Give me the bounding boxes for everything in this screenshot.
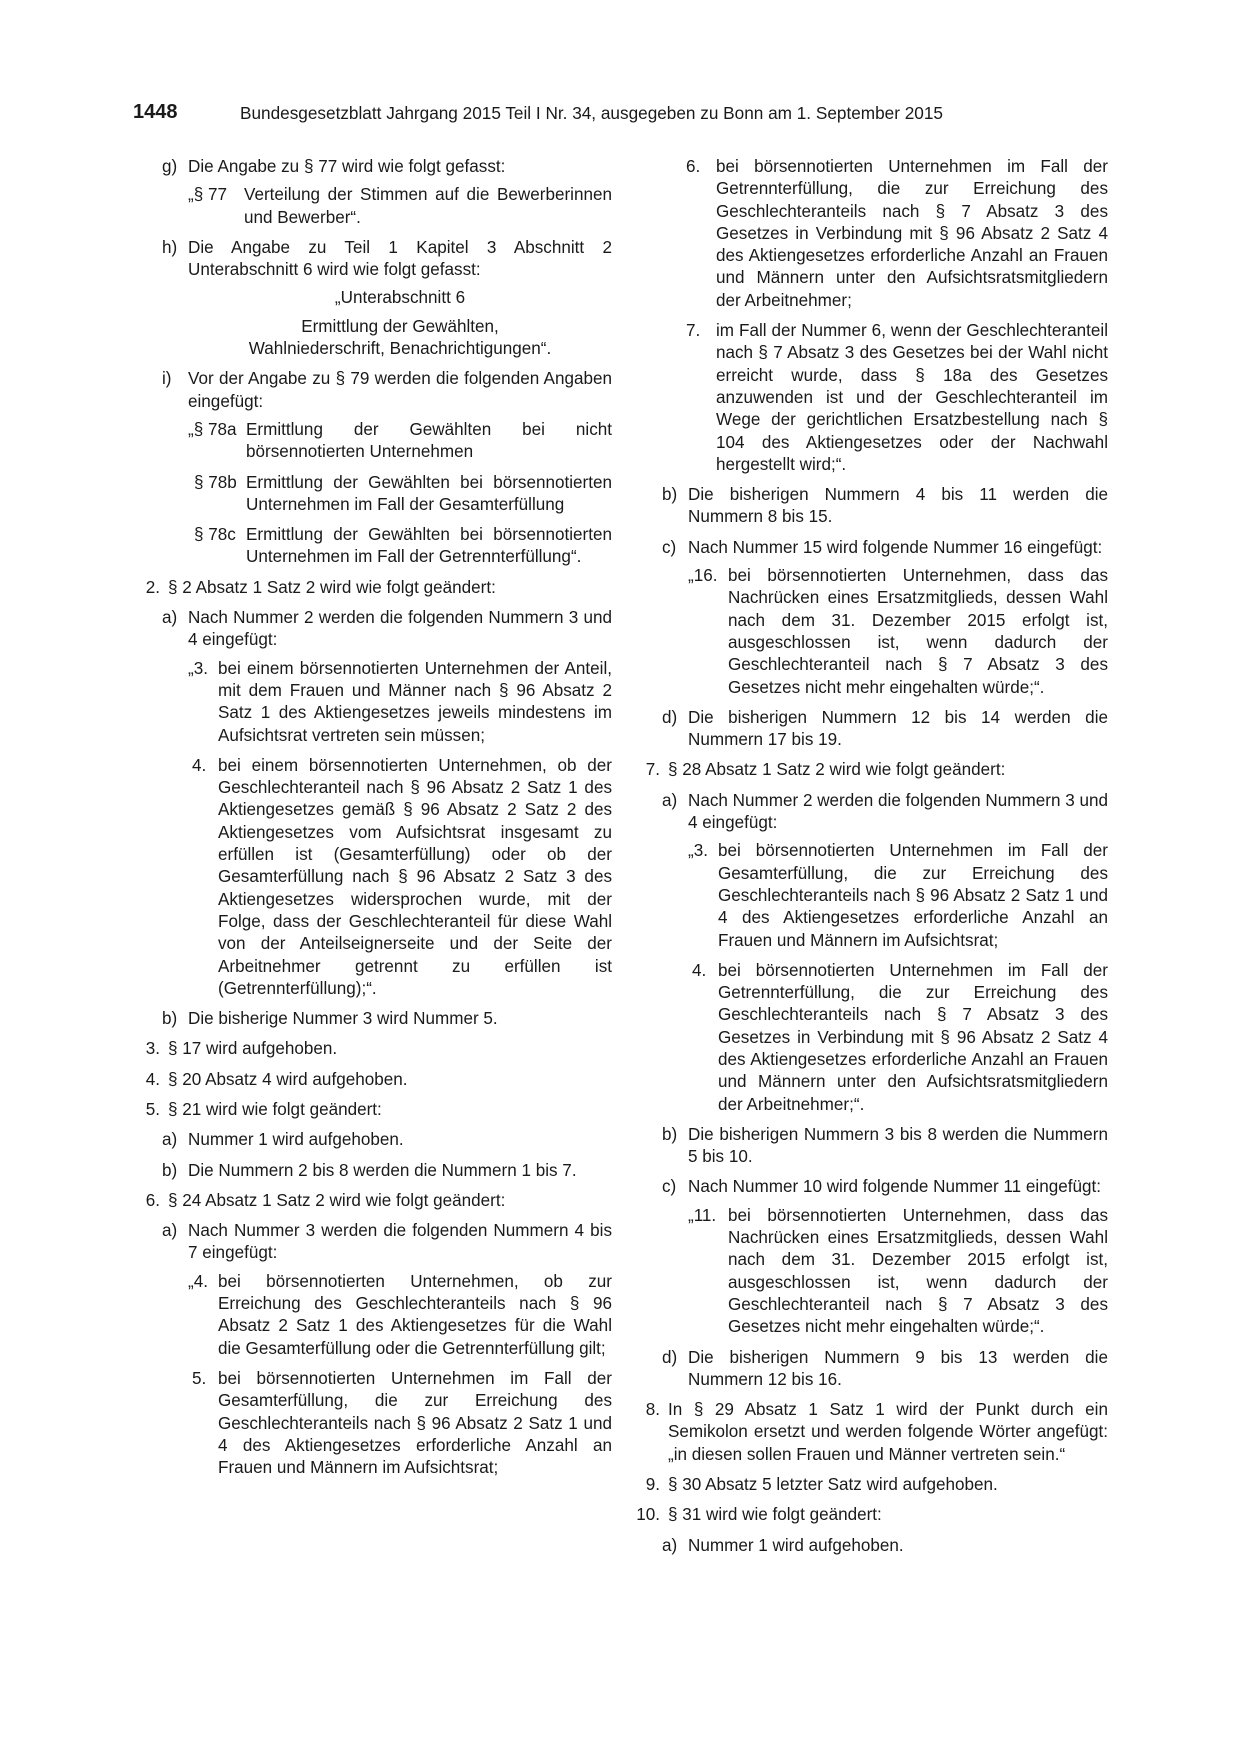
- article-7-c: [662, 1176, 1108, 1338]
- entry-marker: § 78c: [194, 525, 236, 545]
- item-text: Die Angabe zu § 77 wird wie folgt gefasst:: [188, 157, 506, 176]
- entry-text: bei börsennotierten Unternehmen im Fall der Getrennterfüllung, die zur Erreichung des Geschlechteranteils nach § 7 Absatz 3 des Gesetzes in Verbindung mit § 96 Absatz 2 Satz 4 des Aktiengesetzes erforderliche Anzahl an Frauen und Männern unter den Aufsichtsratsmitgliedern der Arbeitnehmer;“.: [718, 960, 1108, 1114]
- item-marker: a): [162, 608, 178, 628]
- entry-text: im Fall der Nummer 6, wenn der Geschlechteranteil nach § 7 Absatz 3 des Gesetzes bei der Wahl nicht erreicht wurde, dass § 18a des Gesetzes anzuwenden ist und der Geschlechteranteil im Wege der gerichtlichen Ersatzbestellung nach § 104 des Aktiengesetzes oder der Nachwahl hergestellt wird;“.: [716, 321, 1108, 474]
- entry-marker: 6.: [686, 157, 701, 176]
- entry-text: bei börsennotierten Unternehmen, dass das Nachrücken eines Ersatzmitglieds, dessen Wahl nach dem 31. Dezember 2015 erfolgt ist, ausgeschlossen ist, wenn dadurch der Geschlechteranteil nach § 7 Absatz 3 des Gesetzes nicht mehr eingehalten würde;“.: [728, 566, 1108, 697]
- subsection-title-line2: Wahlniederschrift, Benachrichtigungen“.: [248, 339, 552, 359]
- quoted-number-6: [686, 156, 1108, 312]
- article-6: [130, 1190, 612, 1212]
- entry-text: bei einem börsennotierten Unternehmen der Anteil, mit dem Frauen und Männer nach § 96 Absatz 2 Satz 1 des Aktiengesetzes jeweils mindestens im Aufsichtsrat vertreten sein müssen;: [218, 658, 612, 745]
- item-marker: d): [662, 707, 678, 727]
- article-10-a: [662, 1535, 1108, 1557]
- item-text: Die bisherige Nummer 3 wird Nummer 5.: [188, 1009, 498, 1029]
- quoted-number: [688, 565, 1108, 699]
- item-text: § 2 Absatz 1 Satz 2 wird wie folgt geändert:: [168, 577, 496, 597]
- item-marker: d): [662, 1347, 678, 1367]
- quoted-number: [188, 1368, 612, 1479]
- item-marker: b): [662, 485, 678, 505]
- article-5: [130, 1099, 612, 1121]
- quoted-number: [688, 960, 1108, 1116]
- entry-text: bei einem börsennotierten Unternehmen, ob der Geschlechteranteil nach § 96 Absatz 2 Satz 1 des Aktiengesetzes gemäß § 96 Absatz 2 Satz 2 des Aktiengesetzes vom Aufsichtsrat insgesamt zu erfüllen ist (Gesamterfüllung) oder ob der Gesamterfüllung nach § 96 Absatz 2 Satz 3 des Aktiengesetzes widersprochen wurde, mit der Folge, dass der Geschlechteranteil für diese Wahl von der Anteilseignerseite und der Seite der Arbeitnehmer getrennt zu erfüllen ist (Getrennterfüllung);“.: [218, 755, 612, 998]
- article-7-a: [662, 790, 1108, 1116]
- item-number: 9.: [645, 1475, 660, 1495]
- item-text: Die Nummern 2 bis 8 werden die Nummern 1 bis 7.: [188, 1160, 577, 1180]
- article-2: [130, 577, 612, 599]
- publication-title: Bundesgesetzblatt Jahrgang 2015 Teil I Nr. 34, ausgegeben zu Bonn am 1. September 2015: [240, 103, 943, 123]
- item-number: 6.: [145, 1190, 160, 1210]
- article-6-c: [662, 537, 1108, 699]
- article-10: [630, 1504, 1108, 1526]
- item-text: Die bisherigen Nummern 4 bis 11 werden die Nummern 8 bis 15.: [688, 485, 1108, 527]
- right-column: [636, 156, 1108, 1565]
- article-7-b: [662, 1124, 1108, 1169]
- item-marker: b): [162, 1009, 178, 1029]
- article-3: [130, 1038, 612, 1060]
- item-text: Die bisherigen Nummern 9 bis 13 werden die Nummern 12 bis 16.: [688, 1347, 1108, 1389]
- entry-marker: „4.: [188, 1271, 208, 1291]
- entry-marker: „11.: [688, 1205, 717, 1225]
- item-text: § 17 wird aufgehoben.: [168, 1039, 338, 1059]
- quoted-number: [188, 1271, 612, 1360]
- entry-marker: „3.: [188, 658, 208, 678]
- item-marker: h): [162, 237, 178, 257]
- item-text: Nach Nummer 15 wird folgende Nummer 16 eingefügt:: [688, 537, 1103, 557]
- entry-marker: „3.: [688, 841, 708, 861]
- entry-marker: „§ 77: [188, 185, 227, 205]
- article-6-a: [162, 1220, 612, 1479]
- entry-text: Ermittlung der Gewählten bei nicht börsennotierten Unternehmen: [246, 419, 612, 462]
- quoted-number: [688, 1205, 1108, 1339]
- item-text: Nummer 1 wird aufgehoben.: [188, 1130, 404, 1150]
- entry-text: bei börsennotierten Unternehmen im Fall der Gesamterfüllung, die zur Erreichung des Geschlechteranteils nach § 96 Absatz 2 Satz 1 und 4 des Aktiengesetzes erforderliche Anzahl an Frauen und Männern im Aufsichtsrat;: [718, 841, 1108, 950]
- article-5-b: [162, 1160, 612, 1182]
- entry-text: bei börsennotierten Unternehmen, ob zur Erreichung des Geschlechteranteils nach § 96 Absatz 2 Satz 1 des Aktiengesetzes für die Wahl die Gesamterfüllung oder die Getrennterfüllung gilt;: [218, 1271, 612, 1358]
- amendment-g: [162, 156, 612, 229]
- entry-marker: 4.: [692, 960, 707, 980]
- page-number: 1448: [133, 101, 178, 123]
- item-text: § 28 Absatz 1 Satz 2 wird wie folgt geändert:: [668, 760, 1006, 780]
- subsection-title-line1: Ermittlung der Gewählten,: [301, 316, 499, 336]
- item-text: § 31 wird wie folgt geändert:: [668, 1505, 882, 1525]
- item-text: § 24 Absatz 1 Satz 2 wird wie folgt geändert:: [168, 1190, 506, 1210]
- article-7-d: [662, 1347, 1108, 1392]
- entry-marker: „§ 78a: [188, 419, 237, 439]
- article-2-a: [162, 607, 612, 1000]
- article-5-a: [162, 1129, 612, 1151]
- article-6-d: [662, 707, 1108, 752]
- item-number: 7.: [645, 760, 660, 780]
- item-text: Die bisherigen Nummern 12 bis 14 werden die Nummern 17 bis 19.: [688, 707, 1108, 750]
- quoted-entry: [188, 419, 612, 464]
- item-marker: a): [662, 1535, 678, 1555]
- item-marker: a): [662, 790, 678, 810]
- item-number: 2.: [145, 577, 160, 597]
- item-text: Die Angabe zu Teil 1 Kapitel 3 Abschnitt 2 Unterabschnitt 6 wird wie folgt gefasst:: [188, 237, 612, 280]
- item-marker: c): [662, 1177, 677, 1197]
- item-text: § 30 Absatz 5 letzter Satz wird aufgehoben.: [668, 1475, 998, 1495]
- item-text: § 20 Absatz 4 wird aufgehoben.: [168, 1069, 408, 1089]
- item-marker: i): [162, 369, 172, 389]
- entry-text: Ermittlung der Gewählten bei börsennotierten Unternehmen im Fall der Getrennterfüllung“.: [246, 525, 612, 567]
- item-text: In § 29 Absatz 1 Satz 1 wird der Punkt durch ein Semikolon ersetzt und werden folgende Wörter angefügt: „in diesen sollen Frauen und Männer vertreten sein.“: [668, 1400, 1108, 1464]
- item-text: Nach Nummer 2 werden die folgenden Nummern 3 und 4 eingefügt:: [188, 608, 612, 650]
- item-number: 10.: [636, 1505, 660, 1525]
- article-6-b: [662, 484, 1108, 529]
- entry-text: bei börsennotierten Unternehmen, dass das Nachrücken eines Ersatzmitglieds, dessen Wahl nach dem 31. Dezember 2015 erfolgt ist, ausgeschlossen ist, wenn dadurch der Geschlechteranteil nach § 7 Absatz 3 des Gesetzes nicht mehr eingehalten würde;“.: [728, 1205, 1108, 1337]
- item-number: 5.: [145, 1099, 160, 1119]
- entry-text: Ermittlung der Gewählten bei börsennotierten Unternehmen im Fall der Gesamterfüllung: [246, 472, 612, 514]
- quoted-number: [688, 840, 1108, 951]
- item-text: Die bisherigen Nummern 3 bis 8 werden die Nummern 5 bis 10.: [688, 1124, 1108, 1167]
- entry-marker: 7.: [686, 321, 701, 341]
- quoted-entry: [188, 472, 612, 517]
- amendment-h: [162, 237, 612, 360]
- quoted-entry: [188, 184, 612, 229]
- article-4: [130, 1069, 612, 1091]
- item-text: Nach Nummer 10 wird folgende Nummer 11 eingefügt:: [688, 1177, 1101, 1197]
- item-text: Nummer 1 wird aufgehoben.: [688, 1535, 904, 1555]
- entry-text: bei börsennotierten Unternehmen im Fall der Gesamterfüllung, die zur Erreichung des Geschlechteranteils nach § 96 Absatz 2 Satz 1 und 4 des Aktiengesetzes erforderliche Anzahl an Frauen und Männern im Aufsichtsrat;: [218, 1368, 612, 1478]
- quoted-number: [188, 755, 612, 1000]
- article-8: [630, 1399, 1108, 1466]
- item-number: 3.: [145, 1039, 160, 1059]
- article-7: [630, 759, 1108, 781]
- left-column: [140, 156, 612, 1487]
- subsection-heading: „Unterabschnitt 6: [334, 288, 466, 308]
- quoted-number-7: [686, 320, 1108, 476]
- quoted-entry: [188, 524, 612, 569]
- article-2-b: [162, 1008, 612, 1030]
- item-number: 4.: [145, 1069, 160, 1089]
- item-marker: a): [162, 1130, 178, 1150]
- item-marker: a): [162, 1221, 178, 1241]
- item-marker: b): [162, 1160, 178, 1180]
- item-text: Nach Nummer 2 werden die folgenden Nummern 3 und 4 eingefügt:: [688, 790, 1108, 833]
- article-9: [630, 1474, 1108, 1496]
- item-text: § 21 wird wie folgt geändert:: [168, 1099, 382, 1119]
- item-marker: c): [662, 537, 677, 557]
- entry-text: bei börsennotierten Unternehmen im Fall der Getrennterfüllung, die zur Erreichung des Geschlechteranteils nach § 7 Absatz 3 des Gesetzes in Verbindung mit § 96 Absatz 2 Satz 4 des Aktiengesetzes erforderliche Anzahl an Frauen und Männern unter den Aufsichtsratsmitgliedern der Arbeitnehmer;: [716, 157, 1108, 310]
- running-header: [133, 101, 1013, 127]
- entry-marker: „16.: [688, 566, 718, 586]
- entry-text: Verteilung der Stimmen auf die Bewerberinnen und Bewerber“.: [244, 185, 612, 227]
- item-marker: g): [162, 157, 178, 176]
- quoted-number: [188, 658, 612, 747]
- item-text: Vor der Angabe zu § 79 werden die folgenden Angaben eingefügt:: [188, 369, 612, 411]
- item-marker: b): [662, 1124, 678, 1144]
- entry-marker: 4.: [192, 755, 207, 775]
- entry-marker: § 78b: [194, 472, 237, 492]
- amendment-i: [162, 368, 612, 568]
- entry-marker: 5.: [192, 1368, 207, 1388]
- item-text: Nach Nummer 3 werden die folgenden Nummern 4 bis 7 eingefügt:: [188, 1221, 612, 1263]
- item-number: 8.: [645, 1400, 660, 1420]
